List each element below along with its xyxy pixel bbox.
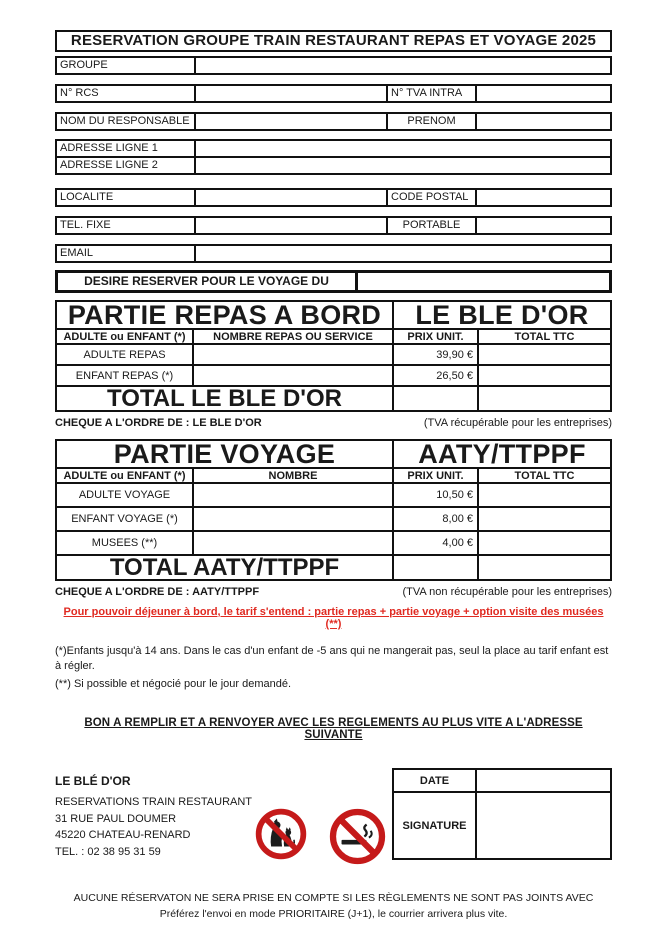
address-line: 31 RUE PAUL DOUMER [55, 812, 177, 825]
voyage-row-prix: 8,00 € [394, 508, 479, 532]
voyage-row-nombre-input[interactable] [194, 532, 394, 556]
repas-table-brand: LE BLE D'OR [394, 302, 610, 330]
repas-row-label: ADULTE REPAS [57, 345, 194, 366]
email-row [55, 244, 612, 263]
repas-row-total-input[interactable] [479, 366, 610, 387]
address-line: 45220 CHATEAU-RENARD [55, 829, 191, 841]
date-input[interactable] [477, 770, 610, 791]
email-label: EMAIL [60, 247, 94, 259]
localite-row [55, 188, 612, 207]
rcs-row [55, 84, 612, 103]
voyage-table-brand: AATY/TTPPF [394, 441, 610, 469]
nom-label: NOM DU RESPONSABLE [60, 115, 190, 127]
repas-table [55, 300, 612, 412]
voyage-date-input[interactable] [355, 273, 609, 290]
form-title: RESERVATION GROUPE TRAIN RESTAURANT REPAS ET VOYAGE 2025 [55, 30, 612, 52]
groupe-input[interactable] [194, 58, 610, 73]
rcs-label: N° RCS [60, 87, 99, 99]
email-input[interactable] [194, 246, 610, 261]
repas-header-total: TOTAL TTC [479, 330, 610, 345]
voyage-date-label: DESIRE RESERVER POUR LE VOYAGE DU [84, 274, 329, 288]
repas-header-prix: PRIX UNIT. [394, 330, 479, 345]
localite-input[interactable] [194, 190, 386, 205]
adresse1-input[interactable] [194, 141, 610, 156]
address-line: TEL. : 02 38 95 31 59 [55, 845, 161, 858]
voyage-total-prix-cell[interactable] [394, 556, 479, 579]
adresse1-row [57, 141, 610, 156]
repas-row-prix: 26,50 € [394, 366, 479, 387]
voyage-date-row [55, 270, 612, 293]
adresse2-label: ADRESSE LIGNE 2 [60, 159, 158, 171]
voyage-row-nombre-input[interactable] [194, 508, 394, 532]
tva-input[interactable] [475, 86, 610, 101]
voyage-table-title: PARTIE VOYAGE [57, 441, 394, 469]
repas-total-ttc-input[interactable] [479, 387, 610, 410]
portable-input[interactable] [475, 218, 610, 233]
prenom-input[interactable] [475, 114, 610, 129]
voyage-row-label: ENFANT VOYAGE (*) [57, 508, 194, 532]
adresse2-input[interactable] [194, 158, 610, 173]
code-postal-input[interactable] [475, 190, 610, 205]
localite-label: LOCALITE [60, 191, 114, 203]
address-line: RESERVATIONS TRAIN RESTAURANT [55, 796, 253, 808]
repas-header-type: ADULTE ou ENFANT (*) [57, 330, 194, 345]
rcs-input[interactable] [194, 86, 386, 101]
repas-total-prix-cell[interactable] [394, 387, 479, 410]
adresse1-label: ADRESSE LIGNE 1 [60, 142, 158, 154]
date-signature-table [392, 768, 612, 860]
tel-fixe-input[interactable] [194, 218, 386, 233]
repas-tva-note: (TVA récupérable pour les entreprises) [423, 417, 612, 429]
voyage-cheque-text: CHEQUE A L'ORDRE DE : AATY/TTPPF [55, 586, 260, 598]
repas-table-title: PARTIE REPAS A BORD [57, 302, 394, 330]
voyage-header-nombre: NOMBRE [194, 469, 394, 484]
signature-input[interactable] [477, 791, 610, 858]
voyage-header-prix: PRIX UNIT. [394, 469, 479, 484]
repas-total-label: TOTAL LE BLE D'OR [57, 387, 394, 410]
no-smoking-icon [329, 808, 386, 865]
warning-red-text: Pour pouvoir déjeuner à bord, le tarif s'entend : partie repas + partie voyage + option visite des musées (**) [63, 606, 604, 630]
date-label: DATE [394, 770, 477, 791]
responsable-row [55, 112, 612, 131]
voyage-total-label: TOTAL AATY/TTPPF [57, 556, 394, 579]
footnote-musees: (**) Si possible et négocié pour le jour demandé. [55, 678, 292, 690]
voyage-tva-note: (TVA non récupérable pour les entreprises) [402, 586, 612, 598]
voyage-row-total-input[interactable] [479, 508, 610, 532]
voyage-row-total-input[interactable] [479, 532, 610, 556]
repas-cheque-line [55, 417, 612, 429]
tva-label: N° TVA INTRA [386, 86, 475, 101]
signature-label: SIGNATURE [394, 791, 477, 858]
footer-warning [55, 890, 612, 922]
voyage-header-type: ADULTE ou ENFANT (*) [57, 469, 194, 484]
repas-row-total-input[interactable] [479, 345, 610, 366]
repas-row-label: ENFANT REPAS (*) [57, 366, 194, 387]
groupe-label: GROUPE [60, 59, 108, 71]
voyage-row-prix: 10,50 € [394, 484, 479, 508]
form-content [55, 30, 612, 922]
prenom-label: PRENOM [386, 114, 475, 129]
address-name: LE BLÉ D'OR [55, 774, 131, 788]
portable-label: PORTABLE [386, 218, 475, 233]
repas-header-nombre: NOMBRE REPAS OU SERVICE [194, 330, 394, 345]
repas-row-prix: 39,90 € [394, 345, 479, 366]
voyage-row-total-input[interactable] [479, 484, 610, 508]
footnote-enfants: (*)Enfants jusqu'à 14 ans. Dans le cas d'un enfant de -5 ans qui ne mangerait pas, seul la place au tarif enfant est à régler. [55, 645, 609, 672]
tel-row [55, 216, 612, 235]
tel-fixe-label: TEL. FIXE [60, 219, 111, 231]
bottom-section [55, 768, 612, 860]
voyage-header-total: TOTAL TTC [479, 469, 610, 484]
adresse-group [55, 139, 612, 175]
no-pets-icon [255, 808, 307, 860]
repas-row-nombre-input[interactable] [194, 345, 394, 366]
voyage-table [55, 439, 612, 581]
footer-line2: Préférez l'envoi en mode PRIORITAIRE (J+1), le courrier arrivera plus vite. [159, 908, 508, 920]
voyage-total-ttc-input[interactable] [479, 556, 610, 579]
prohibition-signs [255, 808, 386, 860]
address-block [55, 768, 255, 860]
groupe-row [55, 56, 612, 75]
voyage-row-nombre-input[interactable] [194, 484, 394, 508]
adresse2-row [57, 156, 610, 173]
send-instruction: BON A REMPLIR ET A RENVOYER AVEC LES REGLEMENTS AU PLUS VITE A L'ADRESSE SUIVANTE [84, 717, 583, 741]
voyage-row-label: ADULTE VOYAGE [57, 484, 194, 508]
voyage-row-label: MUSEES (**) [57, 532, 194, 556]
repas-cheque-text: CHEQUE A L'ORDRE DE : LE BLE D'OR [55, 417, 262, 429]
code-postal-label: CODE POSTAL [386, 190, 475, 205]
nom-input[interactable] [194, 114, 386, 129]
voyage-row-prix: 4,00 € [394, 532, 479, 556]
voyage-cheque-line [55, 586, 612, 598]
footer-line1: AUCUNE RÉSERVATON NE SERA PRISE EN COMPTE SI LES RÈGLEMENTS NE SONT PAS JOINTS AVEC [73, 892, 594, 904]
